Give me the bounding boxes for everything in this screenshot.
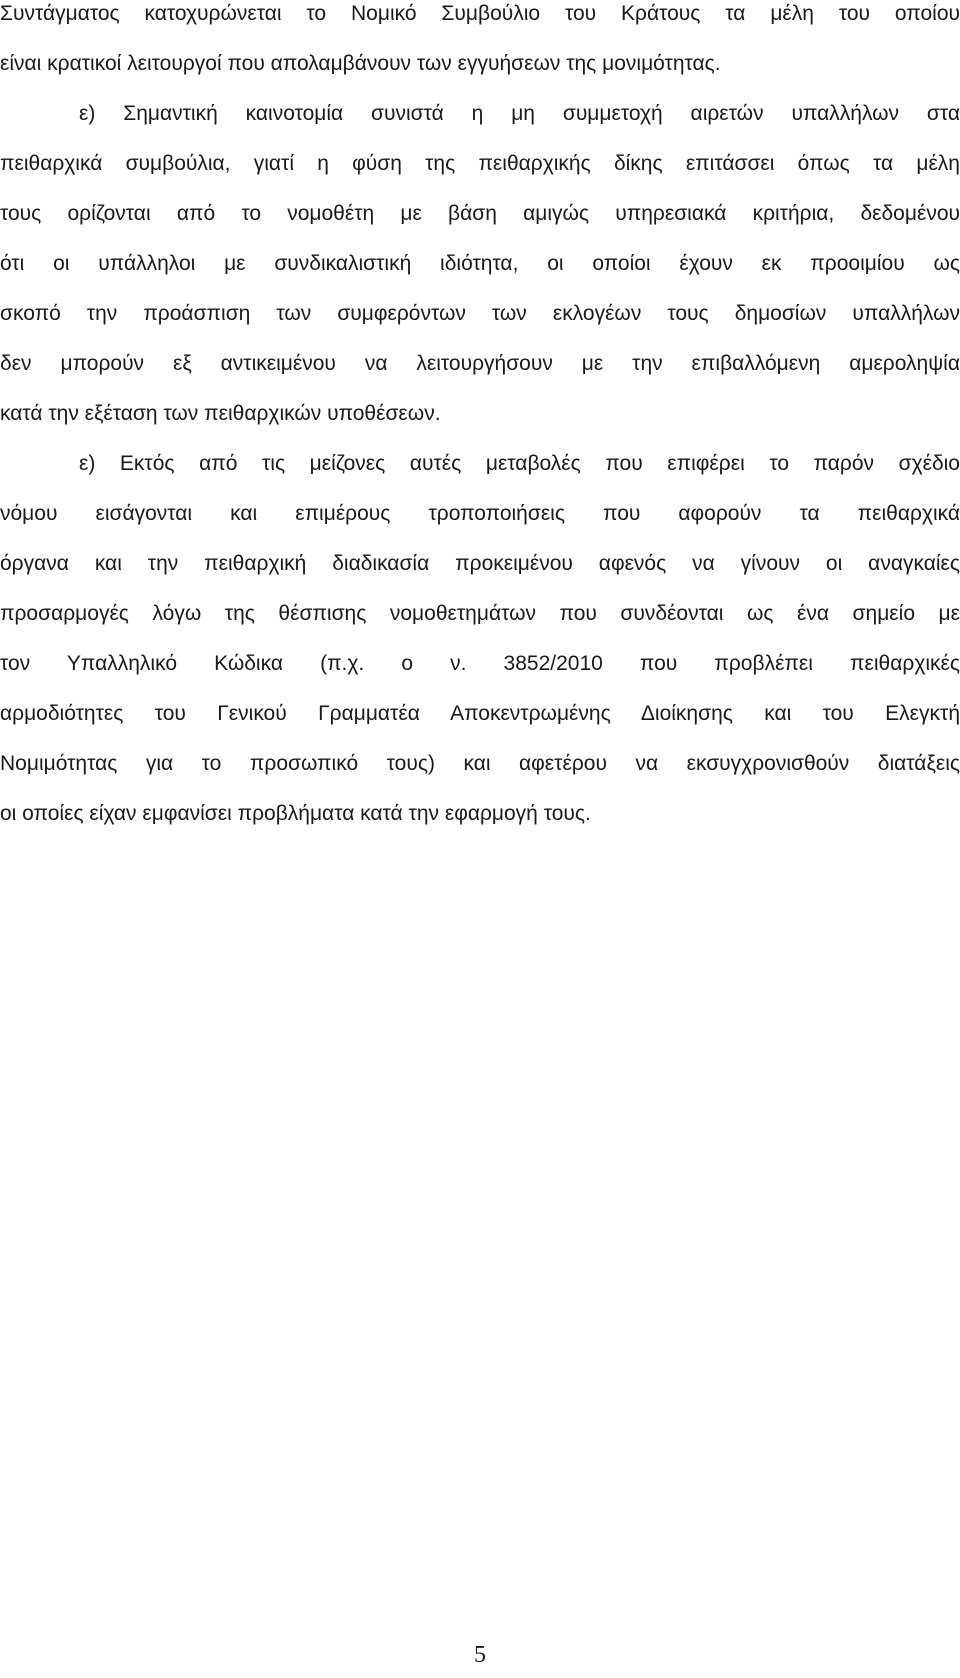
text-line: Συντάγματος κατοχυρώνεται το Νομικό Συμβούλιο του Κράτους τα μέλη του οποίου <box>0 2 960 25</box>
text-line: τον Υπαλληλικό Κώδικα (π.χ. ο ν. 3852/2010 που προβλέπει πειθαρχικές <box>0 652 960 675</box>
text-line: ότι οι υπάλληλοι με συνδικαλιστική ιδιότητα, οι οποίοι έχουν εκ προοιμίου ως <box>0 252 960 275</box>
text-line: δεν μπορούν εξ αντικειμένου να λειτουργήσουν με την επιβαλλόμενη αμεροληψία <box>0 352 960 375</box>
text-line: Νομιμότητας για το προσωπικό τους) και αφετέρου να εκσυγχρονισθούν διατάξεις <box>0 752 960 775</box>
text-line: προσαρμογές λόγω της θέσπισης νομοθετημάτων που συνδέονται ως ένα σημείο με <box>0 602 960 625</box>
text-line: τους ορίζονται από το νομοθέτη με βάση αμιγώς υπηρεσιακά κριτήρια, δεδομένου <box>0 202 960 225</box>
text-line: νόμου εισάγονται και επιμέρους τροποποιήσεις που αφορούν τα πειθαρχικά <box>0 502 960 525</box>
text-line: οι οποίες είχαν εμφανίσει προβλήματα κατά την εφαρμογή τους. <box>0 802 591 825</box>
text-line: αρμοδιότητες του Γενικού Γραμματέα Αποκεντρωμένης Διοίκησης και του Ελεγκτή <box>0 702 960 725</box>
paragraph-start-line: ε) Σημαντική καινοτομία συνιστά η μη συμμετοχή αιρετών υπαλλήλων στα <box>79 102 960 125</box>
text-line: πειθαρχικά συμβούλια, γιατί η φύση της πειθαρχικής δίκης επιτάσσει όπως τα μέλη <box>0 152 960 175</box>
text-line: σκοπό την προάσπιση των συμφερόντων των εκλογέων τους δημοσίων υπαλλήλων <box>0 302 960 325</box>
text-line: όργανα και την πειθαρχική διαδικασία προκειμένου αφενός να γίνουν οι αναγκαίες <box>0 552 960 575</box>
page-number: 5 <box>474 1642 486 1668</box>
paragraph-start-line: ε) Εκτός από τις μείζονες αυτές μεταβολές που επιφέρει το παρόν σχέδιο <box>79 452 960 475</box>
text-line: είναι κρατικοί λειτουργοί που απολαμβάνουν των εγγυήσεων της μονιμότητας. <box>0 52 721 75</box>
text-line: κατά την εξέταση των πειθαρχικών υποθέσεων. <box>0 402 441 425</box>
